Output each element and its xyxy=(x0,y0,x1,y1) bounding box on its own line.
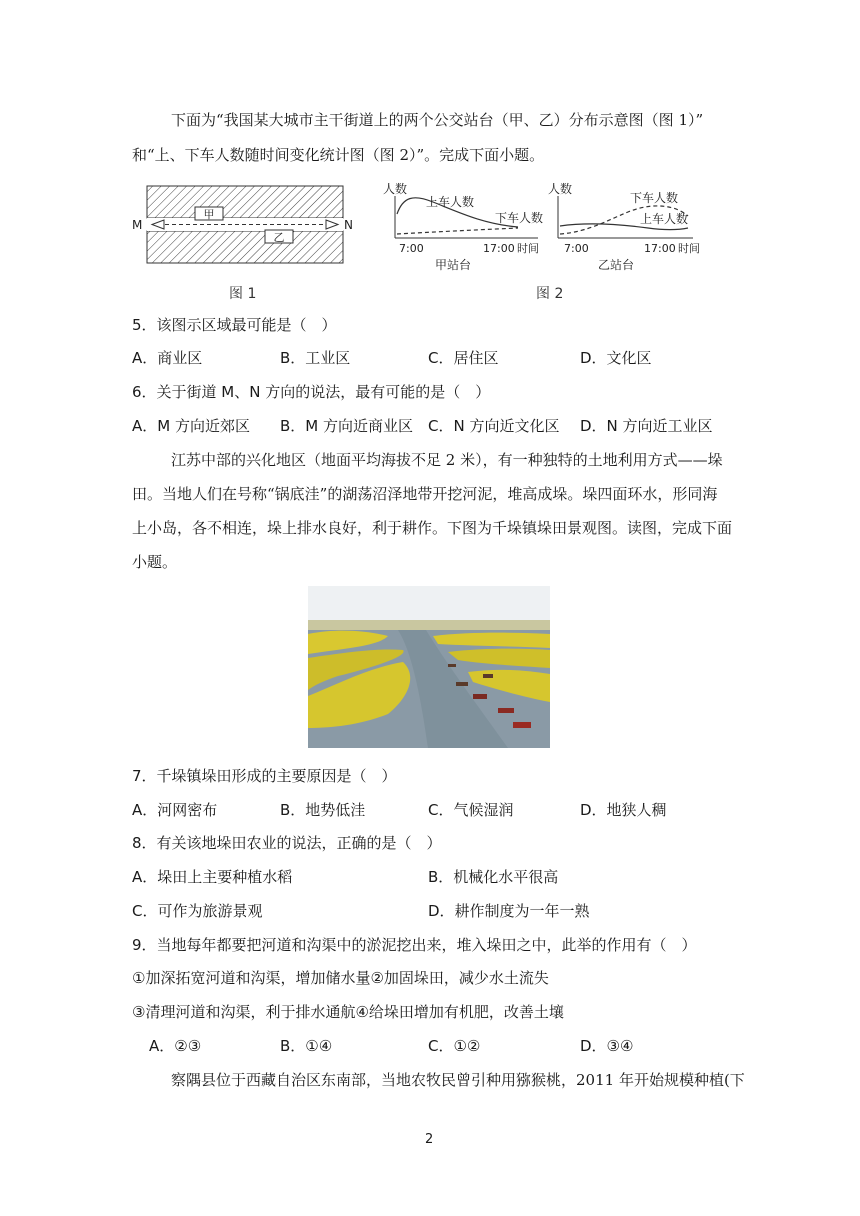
series-boarding-label: 上车人数 xyxy=(640,212,689,226)
chart-title: 乙站台 xyxy=(598,258,635,272)
chart-yi xyxy=(548,182,708,274)
stop-yi-label: 乙 xyxy=(273,231,285,244)
stop-jia-label: 甲 xyxy=(203,208,215,221)
q6-option-c[interactable]: C．N 方向近文化区 xyxy=(428,417,560,435)
q6-option-d[interactable]: D．N 方向近工业区 xyxy=(580,417,713,435)
page-number: 2 xyxy=(425,1132,434,1147)
q9-option-d[interactable]: D．③④ xyxy=(580,1037,634,1055)
q7-option-a[interactable]: A．河网密布 xyxy=(132,801,218,819)
q9-stem: 9．当地每年都要把河道和沟渠中的淤泥挖出来，堆入垛田之中，此举的作用有（ ） xyxy=(132,936,697,954)
x-axis-label: 时间 xyxy=(678,242,700,255)
q7-option-d[interactable]: D．地狭人稠 xyxy=(580,801,667,819)
q8-stem: 8．有关该地垛田农业的说法，正确的是（ ） xyxy=(132,834,442,852)
q7-option-b[interactable]: B．地势低洼 xyxy=(280,801,366,819)
q9-option-a[interactable]: A．②③ xyxy=(149,1037,202,1055)
intro2-line2: 田。当地人们在号称“锅底洼”的湖荡沼泽地带开挖河泥，堆高成垛。垛四面环水，形同海 xyxy=(132,485,718,503)
chart-jia xyxy=(383,182,553,274)
q6-option-a[interactable]: A．M 方向近郊区 xyxy=(132,417,250,435)
y-axis-label: 人数 xyxy=(383,182,408,196)
intro2-line4: 小题。 xyxy=(132,553,178,571)
figure-2-caption: 图 2 xyxy=(536,286,564,302)
q8-option-a[interactable]: A．垛田上主要种植水稻 xyxy=(132,868,293,886)
q5-stem: 5．该图示区域最可能是（ ） xyxy=(132,316,337,334)
series-boarding-label: 上车人数 xyxy=(426,195,475,209)
q7-option-c[interactable]: C．气候湿润 xyxy=(428,801,514,819)
intro2-line3: 上小岛，各不相连，垛上排水良好，利于耕作。下图为千垛镇垛田景观图。读图，完成下面 xyxy=(132,519,733,537)
intro3-line1: 察隅县位于西藏自治区东南部，当地农牧民曾引种用猕猴桃，2011 年开始规模种植(下 xyxy=(171,1071,745,1089)
q5-option-c[interactable]: C．居住区 xyxy=(428,349,499,367)
q5-option-d[interactable]: D．文化区 xyxy=(580,349,652,367)
x-tick-end: 17:00 xyxy=(483,242,515,255)
q8-option-c[interactable]: C．可作为旅游景观 xyxy=(132,902,263,920)
q6-stem: 6．关于街道 M、N 方向的说法，最有可能的是（ ） xyxy=(132,383,491,401)
q9-option-b[interactable]: B．①④ xyxy=(280,1037,333,1055)
x-tick-end: 17:00 xyxy=(644,242,676,255)
q9-statements-line2: ③清理河道和沟渠，利于排水通航④给垛田增加有机肥，改善土壤 xyxy=(132,1003,564,1021)
q5-option-b[interactable]: B．工业区 xyxy=(280,349,351,367)
q9-option-c[interactable]: C．①② xyxy=(428,1037,481,1055)
x-axis-label: 时间 xyxy=(517,242,539,255)
series-alighting-label: 下车人数 xyxy=(630,191,679,205)
chart-title: 甲站台 xyxy=(435,258,472,272)
block-south xyxy=(147,231,343,263)
q6-option-b[interactable]: B．M 方向近商业区 xyxy=(280,417,414,435)
duotian-landscape-photo xyxy=(308,586,550,748)
figure-1-caption: 图 1 xyxy=(229,286,257,302)
q8-option-b[interactable]: B．机械化水平很高 xyxy=(428,868,559,886)
label-m: M xyxy=(132,218,143,232)
label-n: N xyxy=(344,218,353,232)
series-alighting-line xyxy=(397,228,518,234)
series-alighting-label: 下车人数 xyxy=(495,211,544,225)
intro1-line2: 和“上、下车人数随时间变化统计图（图 2）”。完成下面小题。 xyxy=(132,146,545,164)
y-axis-label: 人数 xyxy=(548,182,573,196)
q7-stem: 7．千垛镇垛田形成的主要原因是（ ） xyxy=(132,767,397,785)
q8-option-d[interactable]: D．耕作制度为一年一熟 xyxy=(428,902,590,920)
x-tick-start: 7:00 xyxy=(564,242,589,255)
block-north xyxy=(147,186,343,218)
x-tick-start: 7:00 xyxy=(399,242,424,255)
figure-1-street-diagram xyxy=(130,183,355,268)
intro1-line1: 下面为“我国某大城市主干街道上的两个公交站台（甲、乙）分布示意图（图 1）” xyxy=(171,111,704,129)
intro2-line1: 江苏中部的兴化地区（地面平均海拔不足 2 米），有一种独特的土地利用方式——垛 xyxy=(171,451,723,469)
q9-statements-line1: ①加深拓宽河道和沟渠，增加储水量②加固垛田，减少水土流失 xyxy=(132,969,549,987)
q5-option-a[interactable]: A．商业区 xyxy=(132,349,203,367)
